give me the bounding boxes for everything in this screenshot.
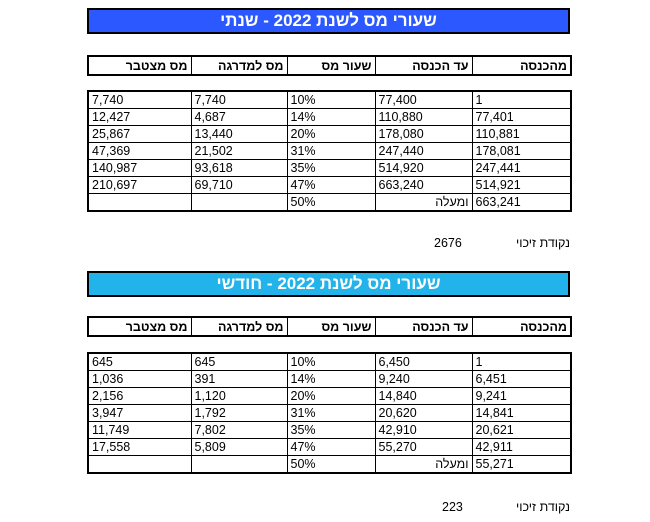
header-from: מהכנסה bbox=[472, 56, 571, 75]
table-row bbox=[88, 177, 571, 194]
header-to: עד הכנסה bbox=[375, 56, 472, 75]
annual-title: שעורי מס לשנת 2022 - שנתי bbox=[220, 11, 437, 30]
cell-bracket-tax: 1,120 bbox=[191, 388, 287, 405]
cell-rate: 14% bbox=[287, 109, 375, 126]
table-row bbox=[88, 371, 571, 388]
annual-title-banner bbox=[87, 8, 570, 34]
header-bracket-tax: מס למדרגה bbox=[191, 56, 287, 75]
annual-header-row bbox=[88, 56, 571, 75]
cell-to: 110,880 bbox=[375, 109, 472, 126]
cell-rate: 10% bbox=[287, 353, 375, 371]
header-bracket-tax: מס למדרגה bbox=[191, 317, 287, 336]
cell-bracket-tax: 69,710 bbox=[191, 177, 287, 194]
cell-cumulative: 17,558 bbox=[88, 439, 191, 456]
cell-rate: 20% bbox=[287, 388, 375, 405]
cell-to: 514,920 bbox=[375, 160, 472, 177]
cell-to: ומעלה bbox=[375, 194, 472, 212]
cell-to: 42,910 bbox=[375, 422, 472, 439]
cell-cumulative: 140,987 bbox=[88, 160, 191, 177]
cell-to: 77,400 bbox=[375, 91, 472, 109]
cell-cumulative: 47,369 bbox=[88, 143, 191, 160]
cell-rate: 50% bbox=[287, 194, 375, 212]
cell-bracket-tax: 93,618 bbox=[191, 160, 287, 177]
cell-bracket-tax: 7,740 bbox=[191, 91, 287, 109]
cell-rate: 50% bbox=[287, 456, 375, 474]
cell-to: 247,440 bbox=[375, 143, 472, 160]
table-row bbox=[88, 353, 571, 371]
cell-to: 55,270 bbox=[375, 439, 472, 456]
credit-point-value: 2676 bbox=[434, 236, 462, 250]
cell-to: 9,240 bbox=[375, 371, 472, 388]
cell-cumulative bbox=[88, 194, 191, 212]
monthly-header-table bbox=[87, 316, 572, 337]
cell-rate: 35% bbox=[287, 422, 375, 439]
monthly-title: שעורי מס לשנת 2022 - חודשי bbox=[216, 274, 441, 293]
header-from: מהכנסה bbox=[472, 317, 571, 336]
table-row bbox=[88, 456, 571, 474]
monthly-header-row bbox=[88, 317, 571, 336]
cell-bracket-tax bbox=[191, 194, 287, 212]
table-row bbox=[88, 109, 571, 126]
cell-cumulative: 7,740 bbox=[88, 91, 191, 109]
cell-from: 1 bbox=[472, 353, 571, 371]
cell-to: 6,450 bbox=[375, 353, 472, 371]
cell-from: 20,621 bbox=[472, 422, 571, 439]
cell-rate: 47% bbox=[287, 177, 375, 194]
annual-header-table bbox=[87, 55, 572, 76]
credit-point-label: נקודת זיכוי bbox=[516, 236, 570, 250]
credit-point-label: נקודת זיכוי bbox=[516, 500, 570, 514]
cell-cumulative: 12,427 bbox=[88, 109, 191, 126]
annual-data-table bbox=[87, 90, 572, 212]
annual-credit-point bbox=[420, 236, 570, 252]
cell-from: 178,081 bbox=[472, 143, 571, 160]
cell-bracket-tax: 7,802 bbox=[191, 422, 287, 439]
cell-bracket-tax: 4,687 bbox=[191, 109, 287, 126]
cell-from: 42,911 bbox=[472, 439, 571, 456]
cell-rate: 20% bbox=[287, 126, 375, 143]
monthly-credit-point bbox=[420, 500, 570, 516]
header-rate: שעור מס bbox=[287, 56, 375, 75]
table-row bbox=[88, 194, 571, 212]
cell-from: 9,241 bbox=[472, 388, 571, 405]
cell-to: 663,240 bbox=[375, 177, 472, 194]
cell-to: 178,080 bbox=[375, 126, 472, 143]
cell-from: 110,881 bbox=[472, 126, 571, 143]
cell-rate: 31% bbox=[287, 405, 375, 422]
cell-from: 14,841 bbox=[472, 405, 571, 422]
cell-from: 77,401 bbox=[472, 109, 571, 126]
cell-cumulative: 210,697 bbox=[88, 177, 191, 194]
cell-from: 55,271 bbox=[472, 456, 571, 474]
cell-rate: 31% bbox=[287, 143, 375, 160]
header-to: עד הכנסה bbox=[375, 317, 472, 336]
cell-bracket-tax: 1,792 bbox=[191, 405, 287, 422]
cell-from: 6,451 bbox=[472, 371, 571, 388]
cell-from: 663,241 bbox=[472, 194, 571, 212]
cell-to: 14,840 bbox=[375, 388, 472, 405]
cell-bracket-tax: 645 bbox=[191, 353, 287, 371]
cell-rate: 35% bbox=[287, 160, 375, 177]
cell-bracket-tax: 5,809 bbox=[191, 439, 287, 456]
table-row bbox=[88, 126, 571, 143]
table-row bbox=[88, 388, 571, 405]
table-row bbox=[88, 91, 571, 109]
monthly-data-table bbox=[87, 352, 572, 474]
cell-cumulative: 11,749 bbox=[88, 422, 191, 439]
cell-bracket-tax: 21,502 bbox=[191, 143, 287, 160]
table-row bbox=[88, 439, 571, 456]
cell-from: 514,921 bbox=[472, 177, 571, 194]
table-row bbox=[88, 160, 571, 177]
cell-from: 1 bbox=[472, 91, 571, 109]
cell-cumulative bbox=[88, 456, 191, 474]
table-row bbox=[88, 422, 571, 439]
cell-to: ומעלה bbox=[375, 456, 472, 474]
table-row bbox=[88, 143, 571, 160]
monthly-title-banner bbox=[87, 271, 570, 297]
header-rate: שעור מס bbox=[287, 317, 375, 336]
cell-bracket-tax: 13,440 bbox=[191, 126, 287, 143]
cell-cumulative: 1,036 bbox=[88, 371, 191, 388]
cell-rate: 14% bbox=[287, 371, 375, 388]
cell-bracket-tax: 391 bbox=[191, 371, 287, 388]
cell-from: 247,441 bbox=[472, 160, 571, 177]
cell-rate: 47% bbox=[287, 439, 375, 456]
cell-cumulative: 3,947 bbox=[88, 405, 191, 422]
header-cumulative: מס מצטבר bbox=[88, 317, 191, 336]
table-row bbox=[88, 405, 571, 422]
cell-rate: 10% bbox=[287, 91, 375, 109]
cell-cumulative: 2,156 bbox=[88, 388, 191, 405]
cell-cumulative: 645 bbox=[88, 353, 191, 371]
header-cumulative: מס מצטבר bbox=[88, 56, 191, 75]
credit-point-value: 223 bbox=[442, 500, 463, 514]
cell-bracket-tax bbox=[191, 456, 287, 474]
cell-cumulative: 25,867 bbox=[88, 126, 191, 143]
cell-to: 20,620 bbox=[375, 405, 472, 422]
